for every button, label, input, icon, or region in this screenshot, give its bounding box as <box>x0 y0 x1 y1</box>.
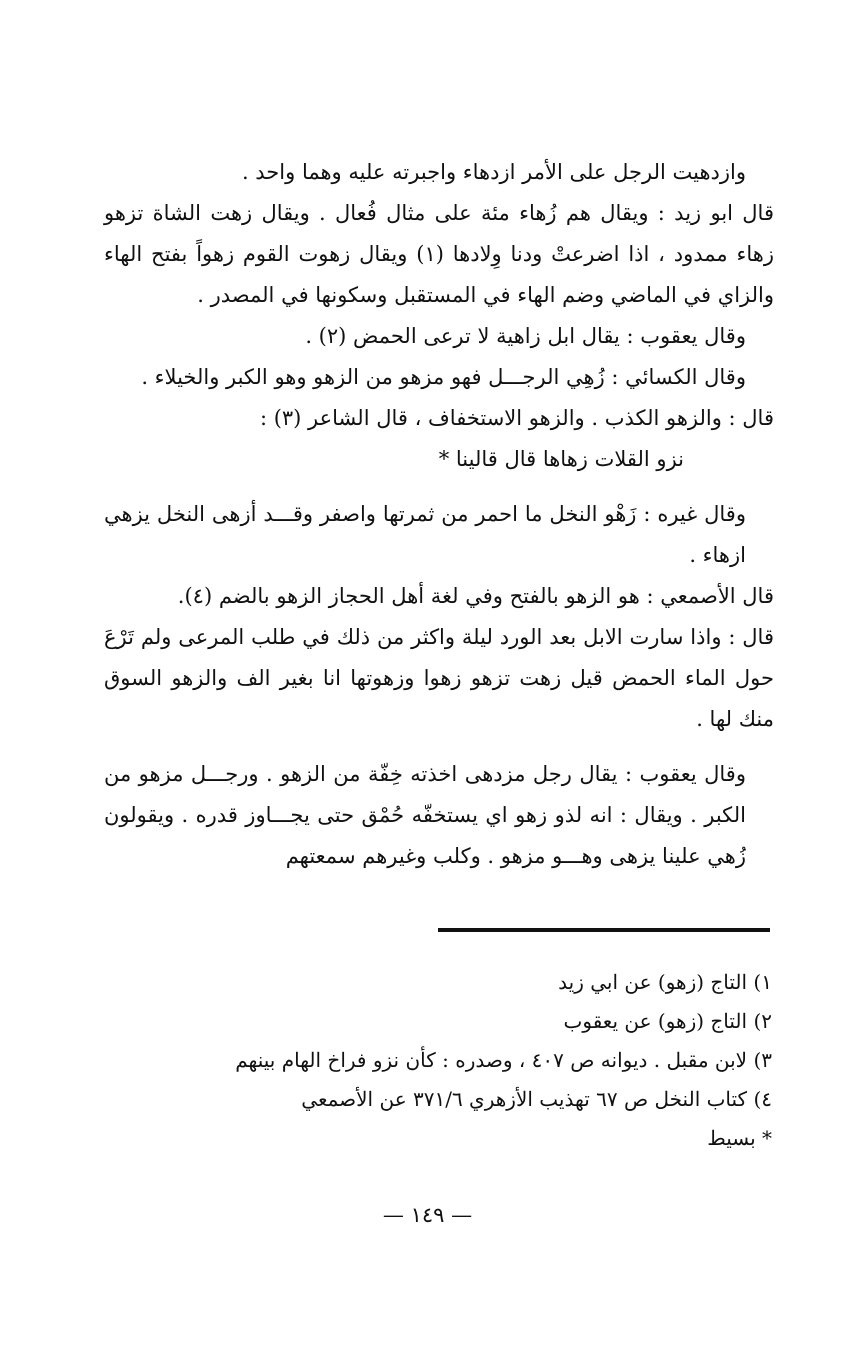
footnote-2: ٢) التاج (زهو) عن يعقوب <box>563 1009 772 1033</box>
footnote-divider <box>438 928 770 932</box>
footnotes <box>104 963 772 1158</box>
paragraph-7: قال الأصمعي : هو الزهو بالفتح وفي لغة أهل الحجاز الزهو بالضم (٤). <box>177 584 774 608</box>
main-text <box>104 152 774 877</box>
paragraph-8: قال : واذا سارت الابل بعد الورد ليلة واكثر من ذلك في طلب المرعى ولم تَرْعَ حول الماء الحمض قيل زهت تزهو زهوا وزهوتها انا بغير الف والزهو السوق منك لها . <box>104 625 774 731</box>
paragraph-2: قال ابو زيد : ويقال هم زُهاء مئة على مثال فُعال . ويقال زهت الشاة تزهو زهاء ممدود ، اذا اضرعتْ ودنا وِلادها (١) ويقال زهوت القوم زهواً بفتح الهاء والزاي في الماضي وضم الهاء في المستقبل وسكونها في المصدر . <box>104 201 774 307</box>
footnote-4: ٤) كتاب النخل ص ٦٧ تهذيب الأزهري ٣٧١/٦ عن الأصمعي <box>301 1087 772 1111</box>
paragraph-9: وقال يعقوب : يقال رجل مزدهى اخذته خِفّة من الزهو . ورجـــل مزهو من الكبر . ويقال : انه لذو زهو اي يستخفّه حُمْق حتى يجـــاوز قدره . ويقولون زُهي علينا يزهى وهـــو مزهو . وكلب وغيرهم سمعتهم <box>104 762 746 868</box>
paragraph-1: وازدهيت الرجل على الأمر ازدهاء واجبرته عليه وهما واحد . <box>241 160 746 184</box>
paragraph-3: وقال يعقوب : يقال ابل زاهية لا ترعى الحمض (٢) . <box>305 324 746 348</box>
footnote-1: ١) التاج (زهو) عن ابي زيد <box>558 970 772 994</box>
paragraph-5: قال : والزهو الكذب . والزهو الاستخفاف ، قال الشاعر (٣) : <box>259 406 774 430</box>
footnote-meter: * بسيط <box>707 1126 772 1150</box>
footnote-3: ٣) لابن مقبل . ديوانه ص ٤٠٧ ، وصدره : كأن نزو فراخ الهام بينهم <box>235 1048 772 1072</box>
poetry-verse: نزو القلات زهاها قال قالينا * <box>438 447 684 471</box>
page-number: — ١٤٩ — <box>382 1203 473 1227</box>
paragraph-4: وقال الكسائي : زُهِي الرجـــل فهو مزهو من الزهو وهو الكبر والخيلاء . <box>141 365 746 389</box>
paragraph-6: وقال غيره : زَهْو النخل ما احمر من ثمرتها واصفر وقـــد أزهى النخل يزهي ازهاء . <box>104 502 746 567</box>
